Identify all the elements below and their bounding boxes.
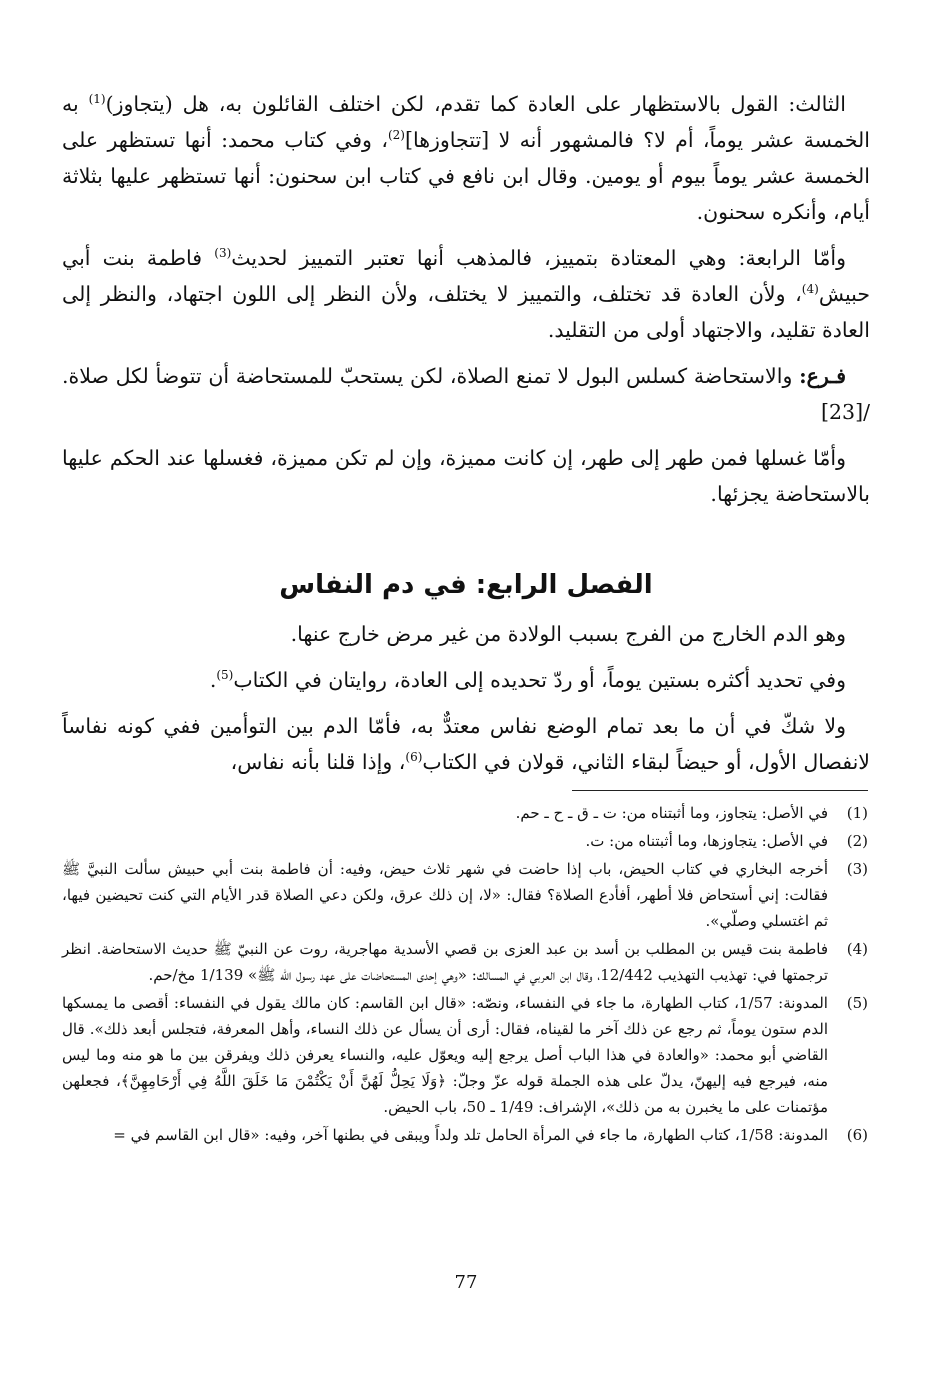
footnote-number: (1)	[846, 804, 868, 822]
footnote-text: فاطمة بنت قيس بن المطلب بن أسد بن عبد العزى بن قصي الأسدية مهاجرية، روت عن النبيّ ﷺ حديث الاستحاضة. انظر ترجمتها في: تهذيب التهذيب 12/442، وقال ابن العربي في المسالك: «وهي إحدى المستحاضات على عهد رسول الله ﷺ» 1/139 مخ/حم.	[62, 940, 828, 984]
text-span: وهو الدم الخارج من الفرج بسبب الولادة من غير مرض خارج عنها.	[290, 622, 846, 646]
footnote-text: المدونة: 1/58، كتاب الطهارة، ما جاء في المرأة الحامل تلد ولداً ويبقى في بطنها آخر، وفيه: «قال ابن القاسم في =	[113, 1126, 828, 1144]
main-text	[62, 86, 870, 790]
footnote	[62, 936, 868, 988]
text-span: ، وفي كتاب محمد: أنها تستظهر على الخمسة عشر يوماً بيوم أو يومين. وقال ابن نافع في كتاب ابن سحنون: أنها تستظهر عليها بثلاثة أيام، وأنكره سحنون.	[62, 128, 870, 224]
footnote-text: أخرجه البخاري في كتاب الحيض، باب إذا حاضت في شهر ثلاث حيض، وفيه: أن فاطمة بنت أبي حبيش سألت النبيَّ ﷺ فقالت: إني أستحاض فلا أطهر، أفأدع الصلاة؟ فقال: «لا، إن ذلك عرق، ولكن دعي الصلاة قدر الأيام التي كنت تحيضين فيها، ثم اغتسلي وصلّي».	[62, 860, 828, 930]
footnote-number: (5)	[846, 994, 868, 1012]
footnote-number: (2)	[846, 832, 868, 850]
footnote-ref: (5)	[216, 668, 234, 683]
chapter-title: الفصل الرابع: في دم النفاس	[279, 570, 653, 600]
page-number: 77	[454, 1272, 478, 1293]
footnote-number: (6)	[846, 1126, 868, 1144]
footnote-ref: (3)	[214, 246, 232, 261]
footnote	[62, 828, 868, 854]
footnote-text: في الأصل: يتجاوزها، وما أثبتناه من: ت.	[585, 832, 828, 850]
footnote-text: في الأصل: يتجاوز، وما أثبتناه من: ت ـ ق ـ ح ـ حم.	[515, 804, 828, 822]
text-span: .	[209, 668, 217, 692]
footnote-divider	[572, 790, 868, 791]
paragraph-twins	[62, 708, 870, 780]
paragraph-branch	[62, 358, 870, 430]
text-span: ولا شكّ في أن ما بعد تمام الوضع نفاس معتدٌّ به، فأمّا الدم بين التوأمين ففي كونه نفاساً لانفصال الأول، أو حيضاً لبقاء الثاني، قولان في الكتاب	[62, 714, 870, 774]
text-span: وفي تحديد أكثره بستين يوماً، أو ردّ تحديده إلى العادة، روايتان في الكتاب	[233, 668, 846, 692]
footnote-text: المدونة: 1/57، كتاب الطهارة، ما جاء في النفساء، ونصّه: «قال ابن القاسم: كان مالك يقول في النفساء: أقصى ما يمسكها الدم ستون يوماً، ثم رجع عن ذلك آخر ما لقيناه، فقال: أرى أن يسأل عن ذلك النساء، وأهل المعرفة، فتجلس أبعد ذلك». قال القاضي أبو محمد: «والعادة في هذا الباب أصل يرجع إليه ويعوّل عليه، والنساء يعرفن ذلك ويفرقن بين ما هو منه وما ليس منه، فيرجع فيه إليهنّ، يدلّ على هذه الجملة قوله عزّ وجلّ: ﴿وَلَا يَحِلُّ لَهُنَّ أَنْ يَكْتُمْنَ مَا خَلَقَ اللَّهُ فِي أَرْحَامِهِنَّ﴾، فجعلهن مؤتمنات على ما يخبرن به من ذلك»، الإشراف: 1/49 ـ 50، باب الحيض.	[62, 994, 828, 1116]
footnote-number: (4)	[846, 940, 868, 958]
paragraph-definition	[62, 616, 870, 652]
text-span: فاطمة بنت أبي حبيش	[62, 246, 870, 306]
footnote-number: (3)	[846, 860, 868, 878]
text-span: ، وإذا قلنا بأنه نفاس،	[230, 750, 406, 774]
branch-label: فـرع:	[799, 364, 846, 388]
text-span: الثالث: القول بالاستظهار على العادة كما تقدم، لكن اختلف القائلون به، هل (يتجاوز)	[105, 92, 846, 116]
paragraph-third-opinion	[62, 86, 870, 230]
footnote	[62, 990, 868, 1120]
footnote-ref: (1)	[88, 92, 106, 107]
footnote	[62, 800, 868, 826]
footnote	[62, 1122, 868, 1148]
text-span: ، ولأن العادة قد تختلف، والتمييز لا يختلف، ولأن النظر إلى اللون اجتهاد، والنظر إلى العادة تقليد، والاجتهاد أولى من التقليد.	[62, 282, 870, 342]
text-span: به الخمسة عشر يوماً، أم لا؟ فالمشهور أنه لا [تتجاوزها]	[62, 92, 870, 152]
text-span: وأمّا غسلها فمن طهر إلى طهر، إن كانت مميزة، وإن لم تكن مميزة، فغسلها عند الحكم عليها بالاستحاضة يجزئها.	[62, 446, 870, 506]
footnote-ref: (2)	[387, 128, 405, 143]
footnotes	[62, 800, 868, 1150]
footnote-ref: (6)	[405, 750, 423, 765]
footnote-ref: (4)	[801, 282, 819, 297]
paragraph-washing	[62, 440, 870, 512]
paragraph-maximum	[62, 662, 870, 698]
text-span: وأمّا الرابعة: وهي المعتادة بتمييز، فالمذهب أنها تعتبر التمييز لحديث	[231, 246, 846, 270]
paragraph-fourth-case	[62, 240, 870, 348]
footnote	[62, 856, 868, 934]
text-span: والاستحاضة كسلس البول لا تمنع الصلاة، لكن يستحبّ للمستحاضة أن تتوضأ لكل صلاة. /[23]	[62, 364, 870, 424]
